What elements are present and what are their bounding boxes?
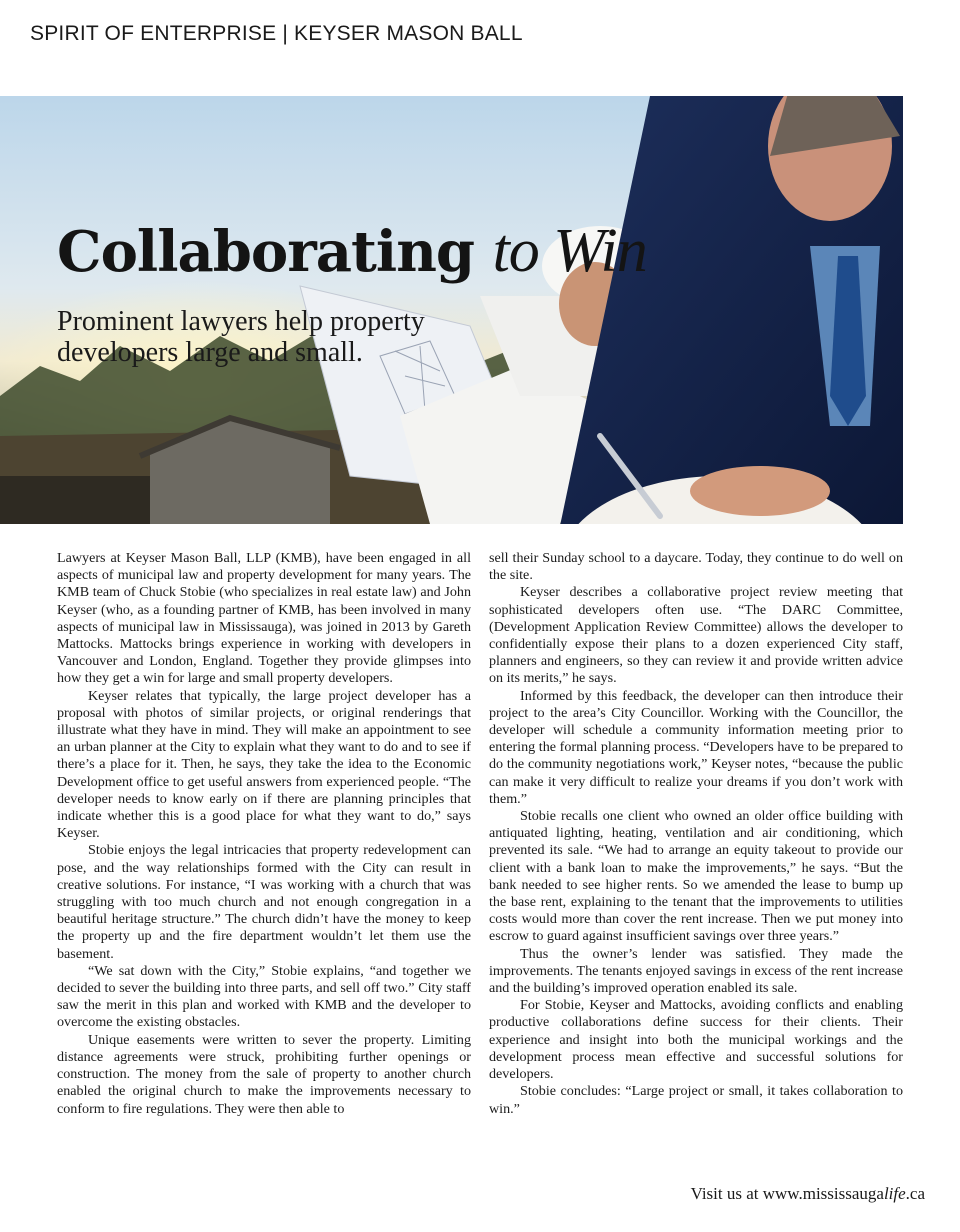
paragraph: Informed by this feedback, the developer can then introduce their project to the area’s City Councillor. Working with the Councillor, the developer will schedule a community information meeting prior to entering the formal planning process. “Developers have to be prepared to do the community negotiations work,” Keyser notes, “because the public can make it very difficult to realize your dreams if you don’t work with them.” — [489, 687, 903, 807]
article-title-italic: to Win — [492, 217, 647, 285]
paragraph: Thus the owner’s lender was satisfied. They made the improvements. The tenants enjoyed savings in excess of the rent increase and the building’s improved operation enabled its sale. — [489, 945, 903, 997]
article-column-left — [57, 550, 471, 1118]
section-header: SPIRIT OF ENTERPRISE | KEYSER MASON BALL — [30, 22, 523, 45]
paragraph: Keyser describes a collaborative project review meeting that sophisticated developers often use. “The DARC Committee, (Development Application Review Committee) allows the developer to confidentially expose their plans to a dozen experienced City staff, planners and engineers, so they can review it and provide written advice on its merits,” he says. — [489, 584, 903, 687]
article-column-right — [489, 550, 903, 1118]
footer-prefix: Visit us at www.mississauga — [690, 1184, 884, 1203]
article-title-bold: Collaborating — [57, 219, 475, 285]
paragraph: Stobie enjoys the legal intricacies that property redevelopment can pose, and the way relationships formed with the City can result in creative solutions. For instance, “I was working with a church that was struggling with too much church and not enough congregation in a beautiful heritage structure.” The church didn’t have the money to keep the property up and the fire department wouldn’t let them use the basement. — [57, 842, 471, 962]
article-subtitle: Prominent lawyers help property developers large and small. — [57, 306, 425, 368]
paragraph: For Stobie, Keyser and Mattocks, avoiding conflicts and enabling productive collaborations define success for their clients. Their experience and insight into both the municipal workings and the development process mean effective and successful solutions for developers. — [489, 997, 903, 1083]
footer-italic: life — [883, 1184, 906, 1203]
paragraph: Stobie concludes: “Large project or small, it takes collaboration to win.” — [489, 1083, 903, 1117]
paragraph: Lawyers at Keyser Mason Ball, LLP (KMB), have been engaged in all aspects of municipal law and property development for many years. The KMB team of Chuck Stobie (who specializes in real estate law) and John Keyser (who, as a founding partner of KMB, has been involved in many aspects of municipal law in Mississauga), was joined in 2013 by Gareth Mattocks. Mattocks brings experience in working with developers in Vancouver and London, England. Together they provide glimpses into how they get a win for large and small property developers. — [57, 550, 471, 687]
footer-website — [691, 1184, 925, 1204]
paragraph: sell their Sunday school to a daycare. Today, they continue to do well on the site. — [489, 550, 903, 584]
paragraph: Stobie recalls one client who owned an older office building with antiquated lighting, heating, ventilation and air conditioning, which prevented its sale. “We had to arrange an equity takeout to provide our client with a bank loan to make the improvements,” he says. “But the bank needed to see higher rents. So we amended the lease to bump up the base rent, explaining to the tenant that the improvements to utilities costs would more than cover the rent increase. Then we put money into escrow to guard against insufficient savings over three years.” — [489, 808, 903, 945]
paragraph: Keyser relates that typically, the large project developer has a proposal with photos of similar projects, or original renderings that illustrate what they have in mind. They will make an appointment to see an urban planner at the City to explain what they want to do and to see if there’s a place for it. Then, he says, they take the idea to the Economic Development office to get useful answers from experienced people. “The developer needs to know early on if there are planning principles that indicate whether this is a good place for what they want to do,” says Keyser. — [57, 687, 471, 842]
paragraph: “We sat down with the City,” Stobie explains, “and together we decided to sever the building into three parts, and sell off two.” City staff saw the merit in this plan and worked with KMB and the developer to overcome the existing obstacles. — [57, 962, 471, 1031]
hero-image — [0, 96, 903, 524]
footer-suffix: .ca — [905, 1184, 925, 1203]
paragraph: Unique easements were written to sever the property. Limiting distance agreements were struck, prohibiting further openings or construction. The money from the sale of property to another church enabled the original church to make the improvements necessary to conform to fire regulations. They were then able to — [57, 1031, 471, 1117]
article-title — [57, 217, 647, 285]
